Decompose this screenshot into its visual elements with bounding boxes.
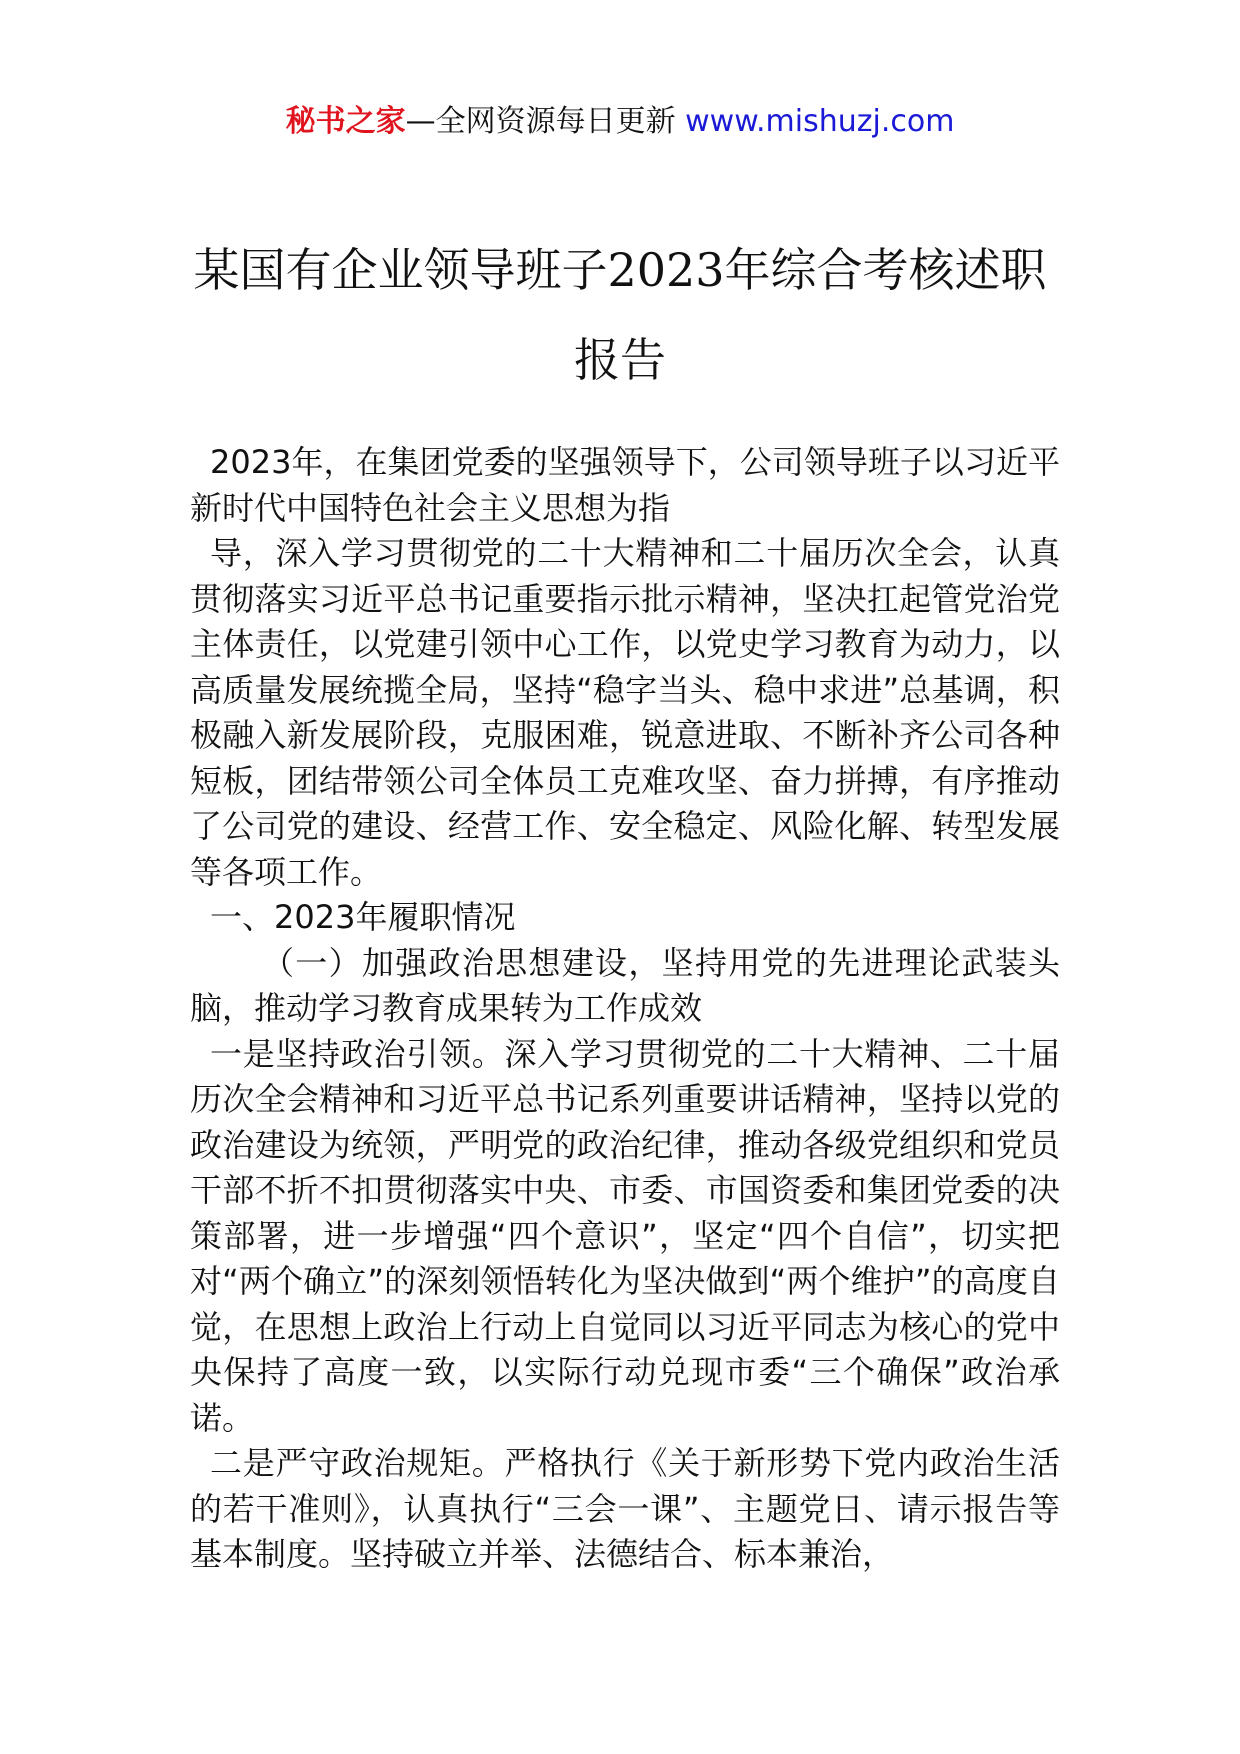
paragraph-political-leadership: 一是坚持政治引领。深入学习贯彻党的二十大精神、二十届历次全会精神和习近平总书记系列重要讲话精神，坚持以党的政治建设为统领，严明党的政治纪律，推动各级党组织和党员干部不折不扣贯彻落实中央、市委、市国资委和集团党委的决策部署，进一步增强“四个意识”，坚定“四个自信”，切实把对“两个确立”的深刻领悟转化为坚决做到“两个维护”的高度自觉，在思想上政治上行动上自觉同以习近平同志为核心的党中央保持了高度一致，以实际行动兑现市委“三个确保”政治承诺。 [190,1034,1060,1437]
brand-name: 秘书之家 [285,104,406,139]
subsection-heading-1: （一）加强政治思想建设，坚持用党的先进理论武装头脑，推动学习教育成果转为工作成效 [190,943,1060,1027]
document-title [150,225,1090,405]
document-body [190,440,1060,1578]
section-heading-1: 一、2023年履职情况 [210,898,516,936]
header-url-link[interactable]: www.mishuzj.com [685,104,955,139]
site-header [0,100,1240,144]
paragraph-political-rules: 二是严守政治规矩。严格执行《关于新形势下党内政治生活的若干准则》，认真执行“三会一课”、主题党日、请示报告等基本制度。坚持破立并举、法德结合、标本兼治， [190,1444,1060,1573]
header-slogan: —全网资源每日更新 [405,104,676,139]
title-line-2: 报告 [574,333,666,387]
paragraph-intro: 2023年，在集团党委的坚强领导下，公司领导班子以习近平新时代中国特色社会主义思想为指 [190,443,1060,527]
title-line-1: 某国有企业领导班子2023年综合考核述职 [193,243,1047,297]
paragraph-intro-continued: 导，深入学习贯彻党的二十大精神和二十届历次全会，认真贯彻落实习近平总书记重要指示批示精神，坚决扛起管党治党主体责任，以党建引领中心工作，以党史学习教育为动力，以高质量发展统揽全局，坚持“稳字当头、稳中求进”总基调，积极融入新发展阶段，克服困难，锐意进取、不断补齐公司各种短板，团结带领公司全体员工克难攻坚、奋力拼搏，有序推动了公司党的建设、经营工作、安全稳定、风险化解、转型发展等各项工作。 [190,534,1060,891]
